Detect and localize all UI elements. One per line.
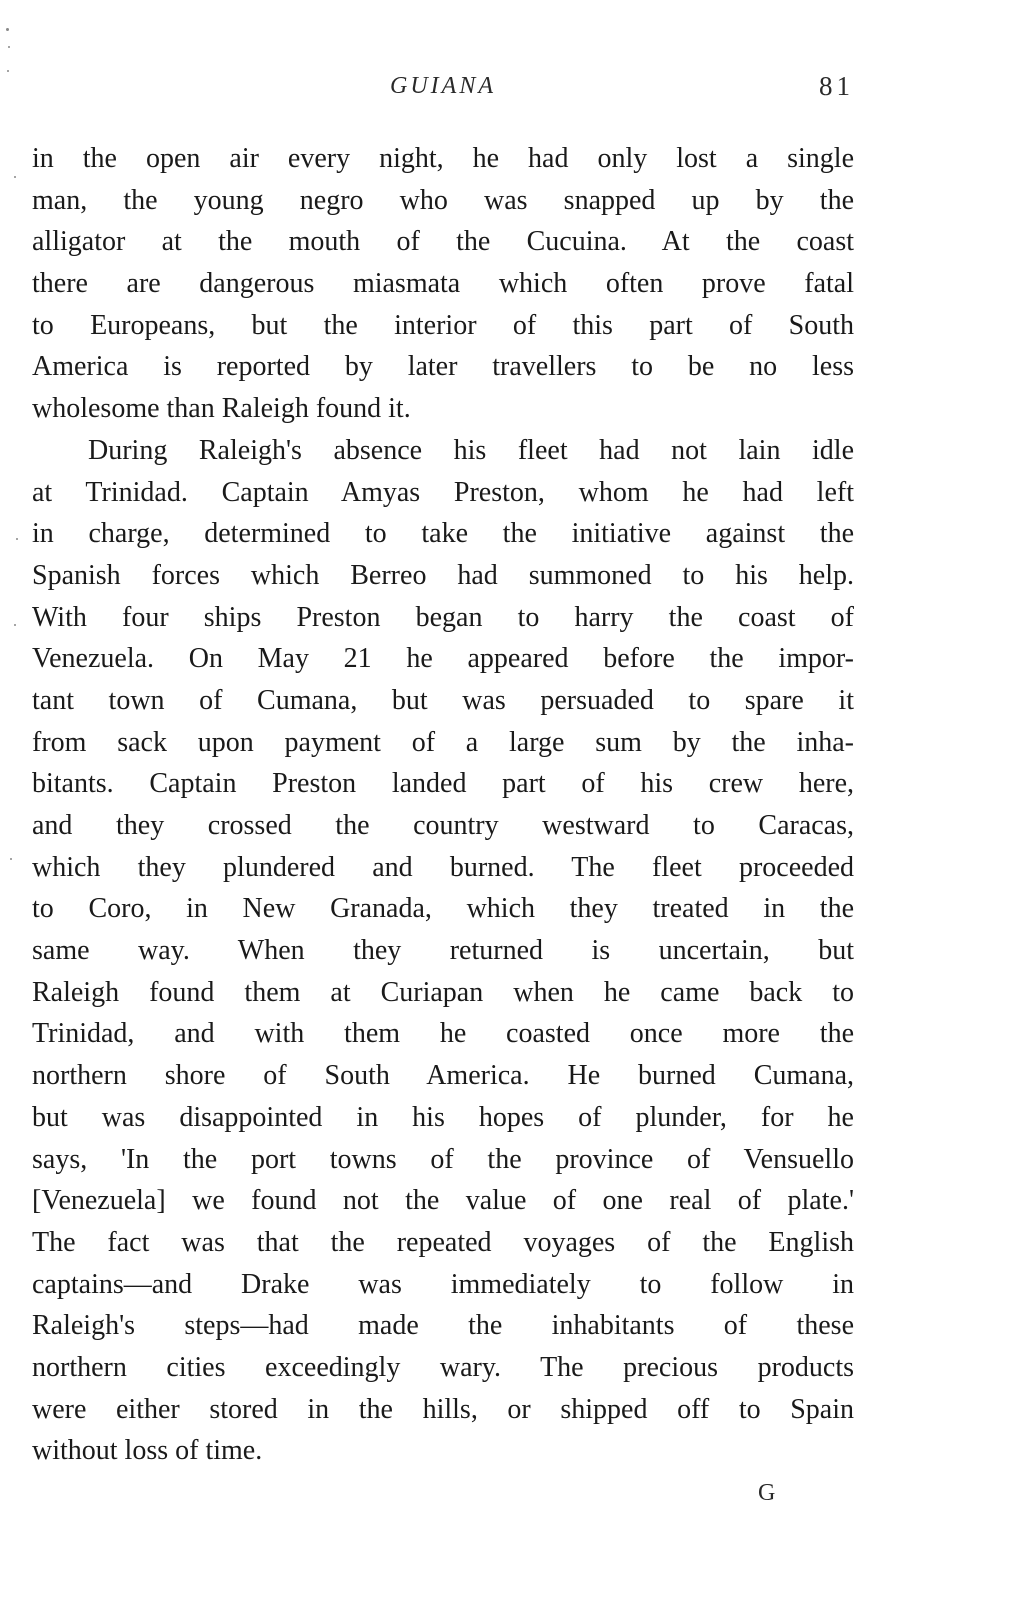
text-line: Raleigh found them at Curiapan when he came back to: [32, 976, 854, 1008]
print-speck: [7, 70, 9, 72]
text-line: The fact was that the repeated voyages of the English: [32, 1226, 854, 1258]
text-line: During Raleigh's absence his fleet had not lain idle: [88, 434, 854, 466]
text-line: Spanish forces which Berreo had summoned to his help.: [32, 559, 854, 591]
running-title: GUIANA: [390, 73, 496, 99]
text-line: at Trinidad. Captain Amyas Preston, whom he had left: [32, 476, 854, 508]
signature-mark: G: [758, 1480, 776, 1506]
text-line: from sack upon payment of a large sum by the inha-: [32, 726, 854, 758]
text-line: tant town of Cumana, but was persuaded to spare it: [32, 684, 854, 716]
text-line: Venezuela. On May 21 he appeared before the impor-: [32, 643, 854, 675]
text-line: northern cities exceedingly wary. The precious products: [32, 1351, 854, 1383]
print-speck: [8, 46, 10, 48]
running-head: [32, 66, 854, 106]
text-line: Raleigh's steps—had made the inhabitants of these: [32, 1310, 854, 1342]
print-speck: [14, 624, 16, 626]
text-line: were either stored in the hills, or shipped off to Spain: [32, 1393, 854, 1425]
text-line: northern shore of South America. He burned Cumana,: [32, 1060, 854, 1092]
text-line: America is reported by later travellers to be no less: [32, 351, 854, 383]
text-line: [Venezuela] we found not the value of one real of plate.': [32, 1185, 854, 1217]
text-line: captains—and Drake was immediately to follow in: [32, 1268, 854, 1300]
print-speck: [6, 28, 9, 31]
print-speck: [16, 538, 18, 540]
text-line: without loss of time.: [32, 1435, 263, 1467]
text-line: wholesome than Raleigh found it.: [32, 393, 411, 425]
body-text: [32, 138, 854, 1472]
print-speck: [14, 176, 16, 178]
text-line: same way. When they returned is uncertain, but: [32, 935, 854, 967]
text-line: bitants. Captain Preston landed part of his crew here,: [32, 768, 854, 800]
text-line: Trinidad, and with them he coasted once more the: [32, 1018, 854, 1050]
text-line: alligator at the mouth of the Cucuina. At the coast: [32, 226, 854, 258]
text-line: but was disappointed in his hopes of plunder, for he: [32, 1101, 854, 1133]
text-line: in the open air every night, he had only lost a single: [32, 143, 854, 174]
page-number: 81: [819, 71, 854, 101]
text-line: and they crossed the country westward to Caracas,: [32, 810, 854, 841]
print-speck: [10, 858, 12, 860]
text-line: in charge, determined to take the initiative against the: [32, 518, 854, 550]
text-line: to Coro, in New Granada, which they treated in the: [32, 893, 854, 925]
text-line: there are dangerous miasmata which often prove fatal: [32, 268, 854, 300]
text-line: With four ships Preston began to harry the coast of: [32, 601, 854, 633]
text-line: which they plundered and burned. The fleet proceeded: [32, 851, 854, 883]
text-line: to Europeans, but the interior of this part of South: [32, 309, 854, 341]
text-line: says, 'In the port towns of the province of Vensuello: [32, 1143, 854, 1175]
text-line: man, the young negro who was snapped up by the: [32, 184, 854, 216]
